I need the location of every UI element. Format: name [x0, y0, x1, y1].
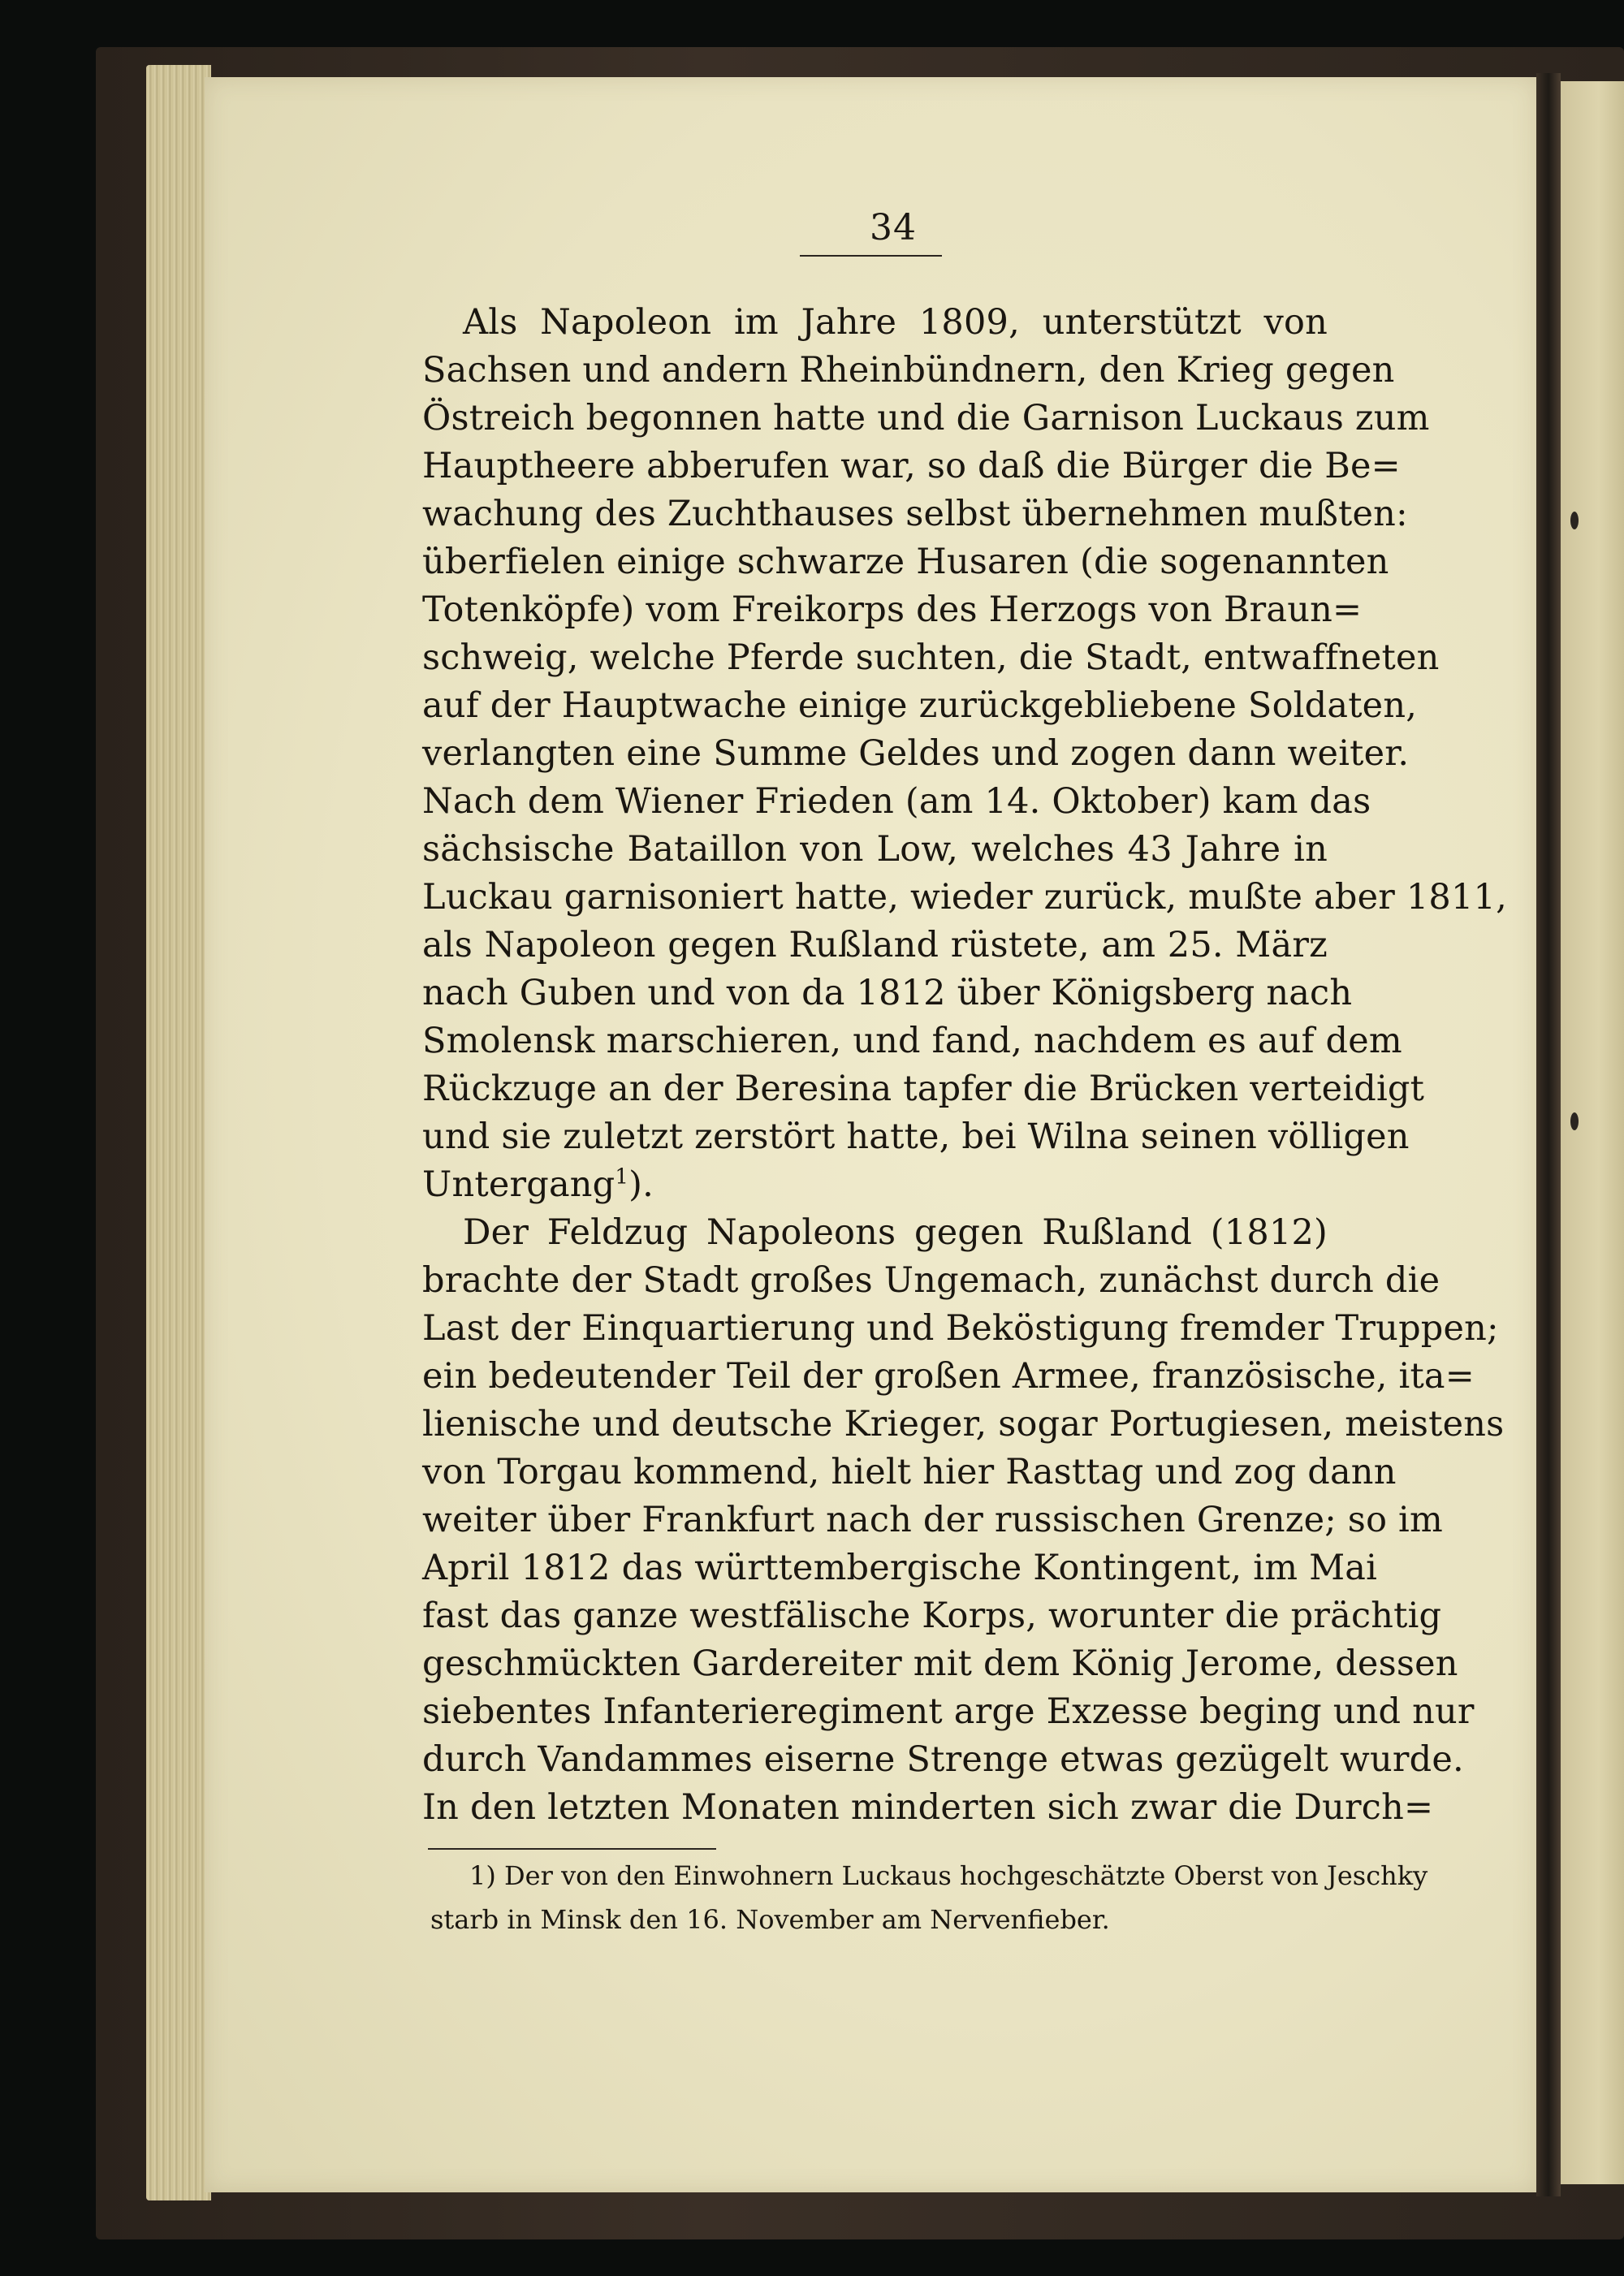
text-line: fast das ganze westfälische Korps, worunter die prächtig: [422, 1596, 1442, 1636]
text-line: Smolensk marschieren, und fand, nachdem es auf dem: [422, 1021, 1402, 1061]
text-line: geschmückten Gardereiter mit dem König Jerome, dessen: [422, 1643, 1458, 1684]
facing-page-mark: [1570, 1112, 1579, 1130]
text-line: Last der Einquartierung und Beköstigung fremder Truppen;: [422, 1308, 1499, 1349]
footnote-line: starb in Minsk den 16. November am Nervenfieber.: [430, 1904, 1110, 1935]
text-line: In den letzten Monaten minderten sich zwar die Durch=: [422, 1787, 1434, 1828]
text-line: überfielen einige schwarze Husaren (die sogenannten: [422, 542, 1389, 582]
book-gutter: [1536, 73, 1561, 2196]
text-line: Rückzuge an der Beresina tapfer die Brücken verteidigt: [422, 1069, 1425, 1109]
text-line: Totenköpfe) vom Freikorps des Herzogs von Braun=: [422, 590, 1363, 630]
footnote-marker: 1: [615, 1164, 629, 1190]
text-line: siebentes Infanterieregiment arge Exzesse beging und nur: [422, 1691, 1475, 1732]
text-fragment: Untergang: [422, 1164, 615, 1205]
header-rule: [800, 255, 942, 257]
footnote: [430, 1854, 1428, 1941]
text-line: ein bedeutender Teil der großen Armee, französische, ita=: [422, 1356, 1475, 1397]
text-line: auf der Hauptwache einige zurückgebliebene Soldaten,: [422, 685, 1418, 726]
facing-page: [1561, 81, 1624, 2184]
text-line: nach Guben und von da 1812 über Königsberg nach: [422, 973, 1353, 1013]
text-line: Luckau garnisoniert hatte, wieder zurück, mußte aber 1811,: [422, 877, 1507, 918]
text-line: Der Feldzug Napoleons gegen Rußland (1812): [463, 1212, 1328, 1253]
text-line: als Napoleon gegen Rußland rüstete, am 25. März: [422, 925, 1328, 965]
page-number: 34: [870, 207, 917, 248]
text-line: Hauptheere abberufen war, so daß die Bürger die Be=: [422, 446, 1401, 486]
text-line: lienische und deutsche Krieger, sogar Portugiesen, meistens: [422, 1404, 1505, 1445]
text-line: weiter über Frankfurt nach der russischen Grenze; so im: [422, 1500, 1443, 1540]
text-line: von Torgau kommend, hielt hier Rasttag und zog dann: [422, 1452, 1397, 1492]
text-line: und sie zuletzt zerstört hatte, bei Wilna seinen völligen: [422, 1116, 1410, 1157]
footnote-line: 1) Der von den Einwohnern Luckaus hochgeschätzte Oberst von Jeschky: [469, 1860, 1428, 1891]
text-line: Sachsen und andern Rheinbündnern, den Krieg gegen: [422, 350, 1395, 391]
text-line: Als Napoleon im Jahre 1809, unterstützt von: [463, 302, 1328, 343]
page-edges: [146, 65, 211, 2200]
text-line: Nach dem Wiener Frieden (am 14. Oktober) kam das: [422, 781, 1371, 822]
facing-page-mark: [1570, 512, 1579, 529]
text-line: brachte der Stadt großes Ungemach, zunächst durch die: [422, 1260, 1440, 1301]
text-line: Östreich begonnen hatte und die Garnison Luckaus zum: [422, 398, 1430, 438]
text-line: verlangten eine Summe Geldes und zogen dann weiter.: [422, 733, 1410, 774]
text-line: schweig, welche Pferde suchten, die Stadt, entwaffneten: [422, 637, 1440, 678]
text-line-with-footnote: [422, 1161, 1328, 1209]
footnote-marker-suffix: ).: [628, 1164, 654, 1205]
text-line: April 1812 das württembergische Kontingent, im Mai: [422, 1548, 1378, 1588]
footnote-rule: [428, 1848, 716, 1850]
body-text: [422, 299, 1507, 1832]
text-line: durch Vandammes eiserne Strenge etwas gezügelt wurde.: [422, 1739, 1464, 1780]
text-line: sächsische Bataillon von Low, welches 43 Jahre in: [422, 829, 1328, 870]
text-line: wachung des Zuchthauses selbst übernehmen mußten:: [422, 494, 1408, 534]
